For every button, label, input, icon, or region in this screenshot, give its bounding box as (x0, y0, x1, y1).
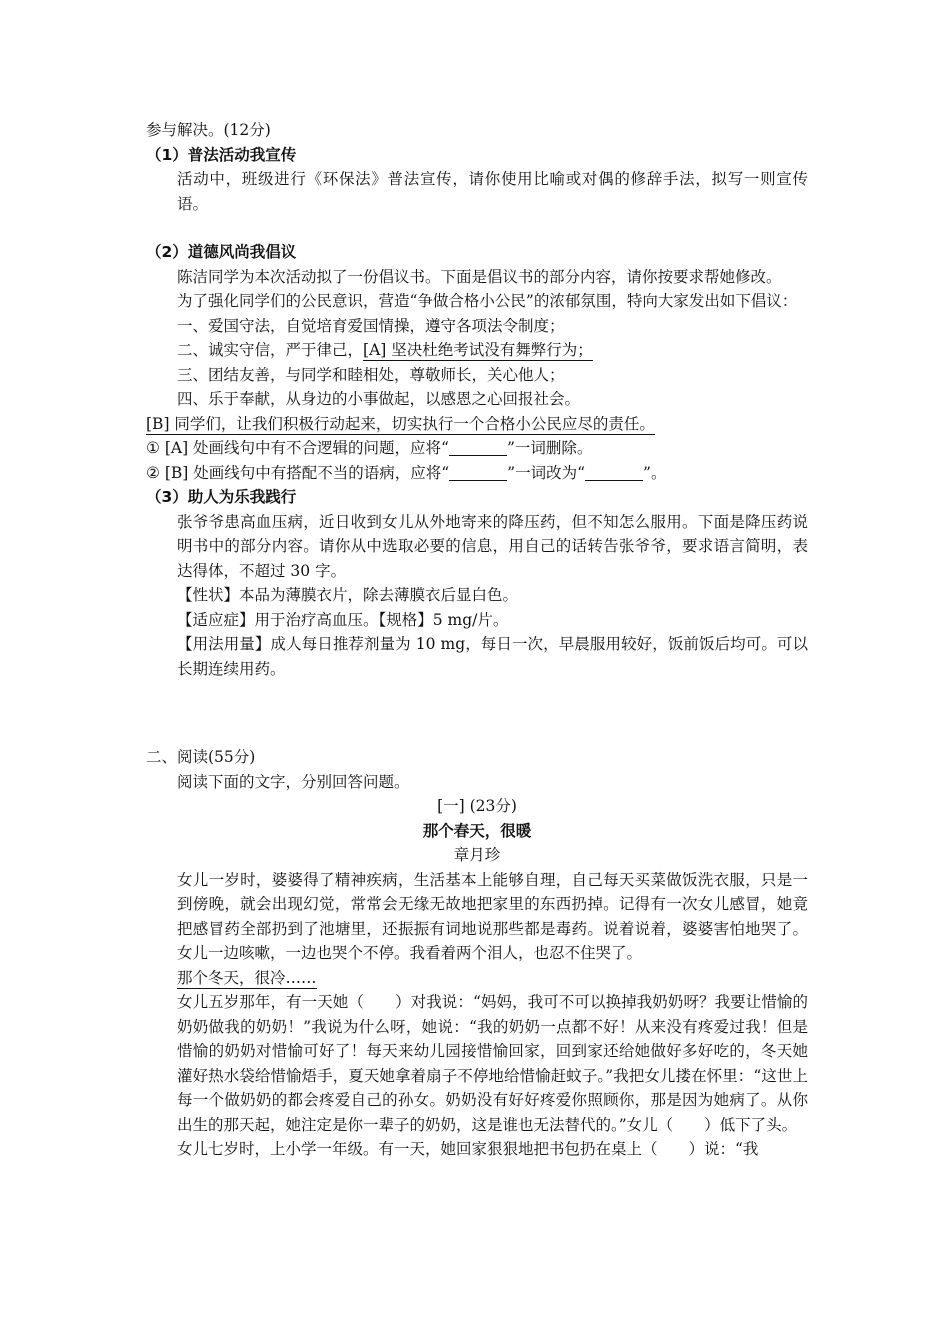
underlined-sentence-b-line (146, 412, 808, 437)
proposal-item-3: 三、团结友善，与同学和睦相处，尊敬师长，关心他人； (177, 365, 565, 384)
question-2-body-2: 为了强化同学们的公民意识，营造“争做合格小公民”的浓郁氛围，特向大家发出如下倡议： (177, 292, 798, 310)
sub-question-1-text-b: ”一词删除。 (506, 439, 593, 457)
question-1-title: （1）普法活动我宣传 (146, 145, 297, 164)
drug-info-2: 【适应症】用于治疗高血压。【规格】5 mg/片。 (177, 610, 509, 629)
question-2-title: （2）道德风尚我倡议 (146, 243, 297, 261)
article-paragraph-2-line (146, 966, 808, 991)
article-paragraph-2: 那个冬天，很冷…… (177, 968, 317, 987)
article-paragraph-4: 女儿七岁时，上小学一年级。有一天，她回家狠狠地把书包扔在桌上（ ）说：“我 (177, 1140, 759, 1158)
answer-blank-2[interactable] (449, 464, 507, 481)
sub-question-1 (146, 436, 808, 461)
article-paragraph-1: 女儿一岁时，婆婆得了精神疾病，生活基本上能够自理，自己每天买菜做饭洗衣服，只是一到傍晚，就会出现幻觉，常常会无缘无故地把家里的东西扔掉。记得有一次女儿感冒，她竟把感冒药全部扔到了池塘里，还振振有词地说那些都是毒药。说着说着，婆婆害怕地哭了。女儿一边咳嗽，一边也哭个不停。我看着两个泪人，也忍不住哭了。 (177, 870, 808, 962)
proposal-item-2-text: 二、诚实守信，严于律己， (177, 341, 364, 359)
article-paragraph-3: 女儿五岁那年，有一天她（ ）对我说：“妈妈，我可不可以换掉我奶奶呀？我要让惜愉的奶奶做我的奶奶！”我说为什么呀，她说：“我的奶奶一点都不好！从来没有疼爱过我！但是惜愉的奶奶对惜愉可好了！每天来幼儿园接惜愉回家，回到家还给她做好多好吃的，冬天她灌好热水袋给惜愉焐手，夏天她拿着扇子不停地给惜愉赶蚊子。”我把女儿搂在怀里：“这世上每一个做奶奶的都会疼爱自己的孙女。奶奶没有好好疼爱你照顾你，那是因为她病了。从你出生的那天起，她注定是你一辈子的奶奶，这是谁也无法替代的。”女儿（ ）低下了头。 (177, 993, 808, 1134)
underlined-sentence-b: [B] 同学们，让我们积极行动起来，切实执行一个合格小公民应尽的责任。 (146, 414, 655, 433)
reading-instruction: 阅读下面的文字，分别回答问题。 (177, 772, 410, 791)
question-3-title: （3）助人为乐我践行 (146, 488, 297, 506)
article-title: 那个春天，很暖 (422, 821, 532, 840)
answer-blank-3[interactable] (585, 464, 643, 481)
proposal-item-4: 四、乐于奉献，从身边的小事做起，以感恩之心回报社会。 (177, 390, 581, 408)
proposal-item-1: 一、爱国守法，自觉培育爱国情操，遵守各项法令制度； (177, 316, 565, 335)
sub-question-2 (146, 461, 808, 486)
proposal-item-2 (146, 338, 808, 363)
question-1-body: 活动中，班级进行《环保法》普法宣传，请你使用比喻或对偶的修辞手法，拟写一则宣传语。 (177, 170, 808, 213)
drug-info-1: 【性状】本品为薄膜衣片，除去薄膜衣后显白色。 (177, 586, 519, 604)
sub-question-1-text-a: ① [A] 处画线句中有不合逻辑的问题，应将“ (146, 439, 449, 457)
question-3-body: 张爷爷患高血压病，近日收到女儿从外地寄来的降压药，但不知怎么服用。下面是降压药说明书中的部分内容。请你从中选取必要的信息，用自己的话转告张爷爷，要求语言简明，表达得体，不超过 30 字。 (177, 512, 808, 580)
sub-question-2-text-a: ② [B] 处画线句中有搭配不当的语病，应将“ (146, 463, 450, 482)
document-page (146, 118, 808, 1162)
section-2-heading: 二、阅读(55分) (146, 748, 256, 766)
answer-blank-1[interactable] (449, 439, 507, 456)
drug-info-3: 【用法用量】成人每日推荐剂量为 10 mg，每日一次，早晨服用较好，饭前饭后均可。可以长期连续用药。 (177, 635, 808, 678)
underlined-sentence-a: [A] 坚决杜绝考试没有舞弊行为； (363, 341, 593, 359)
sub-question-2-text-c: ”。 (643, 463, 667, 482)
sub-question-2-text-b: ”一词改为“ (507, 463, 586, 482)
article-author: 章月珍 (453, 846, 501, 864)
reading-part-label: [一] (23分) (437, 797, 517, 815)
question-2-body-1: 陈洁同学为本次活动拟了一份倡议书。下面是倡议书的部分内容，请你按要求帮她修改。 (177, 267, 782, 286)
section-intro: 参与解决。(12分) (146, 121, 271, 139)
